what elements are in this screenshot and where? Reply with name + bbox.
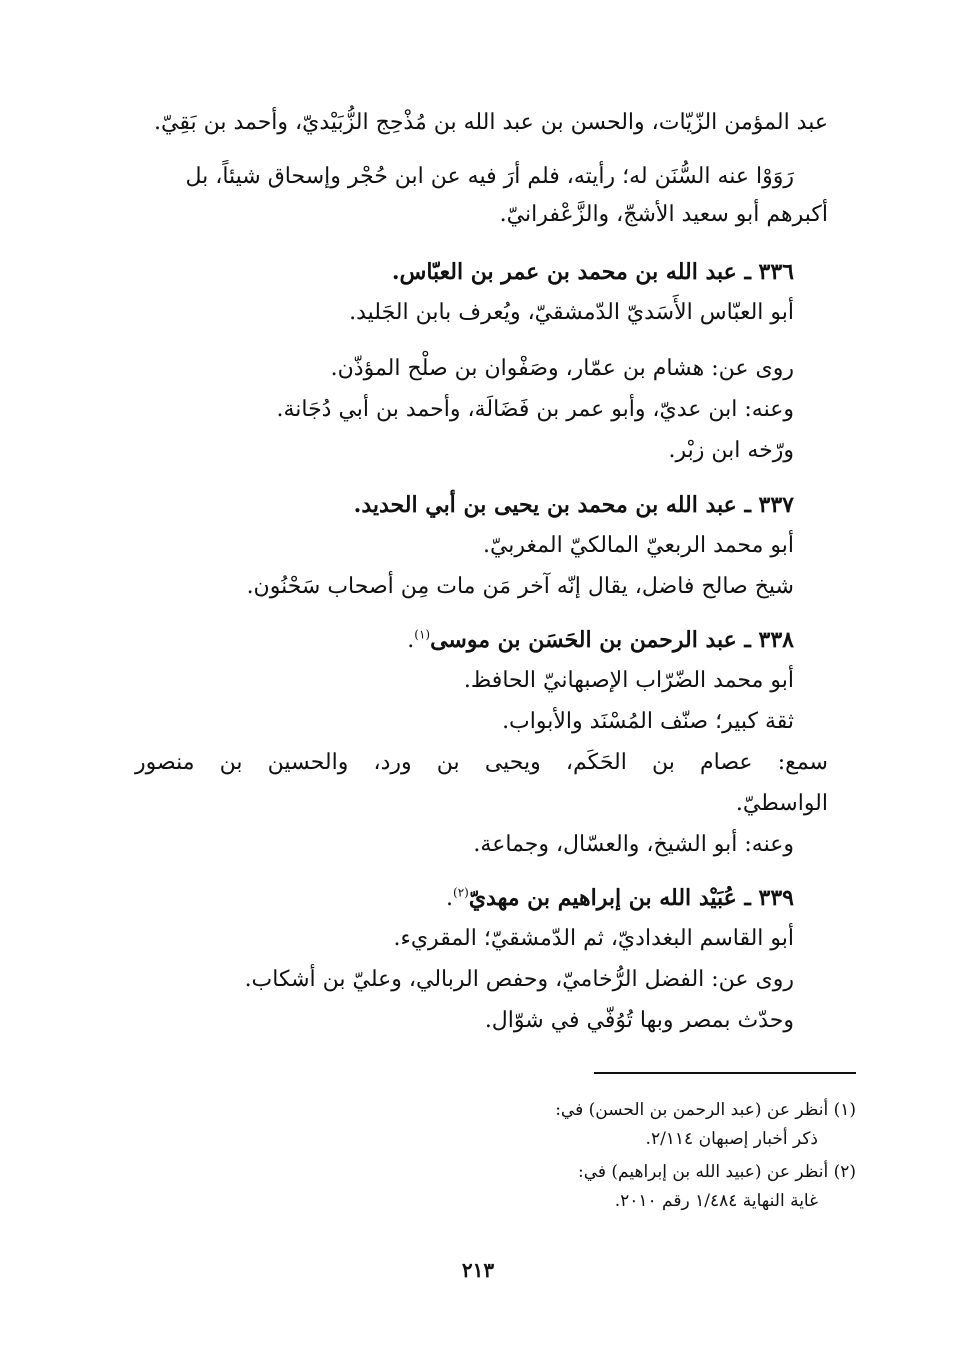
text-line: أبو محمد الضّرّاب الإصبهانيّ الحافظ. xyxy=(463,668,794,693)
entry-title: ٣٣٧ ـ عبد الله بن محمد بن يحيى بن أبي الحديد. xyxy=(353,492,794,518)
text-line: عبد المؤمن الزّيّات، والحسن بن عبد الله بن مُذْحِج الزُّبَيْديّ، وأحمد بن بَقِيّ. xyxy=(154,110,828,135)
entry-title-text: ٣٣٨ ـ عبد الرحمن بن الحَسَن بن موسى xyxy=(430,627,794,653)
text-line: سمع: عصام بن الحَكَم، ويحيى بن ورد، والحسين بن منصور xyxy=(135,750,828,775)
page-number: ٢١٣ xyxy=(461,1258,495,1282)
text-line: ورّخه ابن زبْر. xyxy=(668,438,794,463)
text-line: وحدّث بمصر وبها تُوُفّي في شوّال. xyxy=(484,1008,794,1033)
text-line: شيخ صالح فاضل، يقال إنّه آخر مَن مات مِن أصحاب سَحْنُون. xyxy=(246,574,794,599)
title-end: . xyxy=(446,886,453,911)
text-line: روى عن: هشام بن عمّار، وصَفْوان بن صلْح المؤذّن. xyxy=(330,356,794,381)
footnote-line: غاية النهاية ١/٤٨٤ رقم ٢٠١٠. xyxy=(614,1191,818,1211)
entry-title: ٣٣٦ ـ عبد الله بن محمد بن عمر بن العبّاس. xyxy=(391,259,794,285)
title-end: . xyxy=(407,628,415,653)
text-line: أبو العبّاس الأَسَديّ الدّمشقيّ، ويُعرف بابن الجَليد. xyxy=(349,300,794,325)
text-line: ثقة كبير؛ صنّف المُسْنَد والأبواب. xyxy=(502,709,794,734)
footnote-marker: (١) xyxy=(414,627,431,642)
entry-title-text: ٣٣٩ ـ عُبَيْد الله بن إبراهيم بن مهديّ xyxy=(468,885,794,911)
text-line: وعنه: أبو الشيخ، والعسّال، وجماعة. xyxy=(473,832,794,857)
footnote-line: (٢) أنظر عن (عبيد الله بن إبراهيم) في: xyxy=(577,1162,856,1182)
footnote-line: (١) أنظر عن (عبد الرحمن بن الحسن) في: xyxy=(555,1100,856,1120)
text-line: وعنه: ابن عديّ، وأبو عمر بن فَضَالَة، وأحمد بن أبي دُجَانة. xyxy=(276,397,794,422)
text-line: الواسطيّ. xyxy=(735,791,828,816)
text-line: أبو محمد الربعيّ المالكيّ المغربيّ. xyxy=(482,533,794,558)
text-line: روى عن: الفضل الرُّخاميّ، وحفص الربالي، وعليّ بن أشكاب. xyxy=(244,967,794,992)
entry-title xyxy=(407,625,794,656)
entry-title xyxy=(446,883,794,914)
footnote-separator xyxy=(594,1072,856,1074)
footnote-marker: (٢) xyxy=(453,885,469,900)
text-line: رَوَوْا عنه السُّنَن له؛ رأيته، فلم أرَ فيه عن ابن حُجْر وإسحاق شيئاً، بل xyxy=(185,164,794,189)
text-line: أكبرهم أبو سعيد الأشجّ، والزَّعْفرانيّ. xyxy=(499,202,828,227)
footnote-line: ذكر أخبار إصبهان ٢/١١٤. xyxy=(645,1129,818,1149)
text-line: أبو القاسم البغداديّ، ثم الدّمشقيّ؛ المقريء. xyxy=(393,926,794,951)
